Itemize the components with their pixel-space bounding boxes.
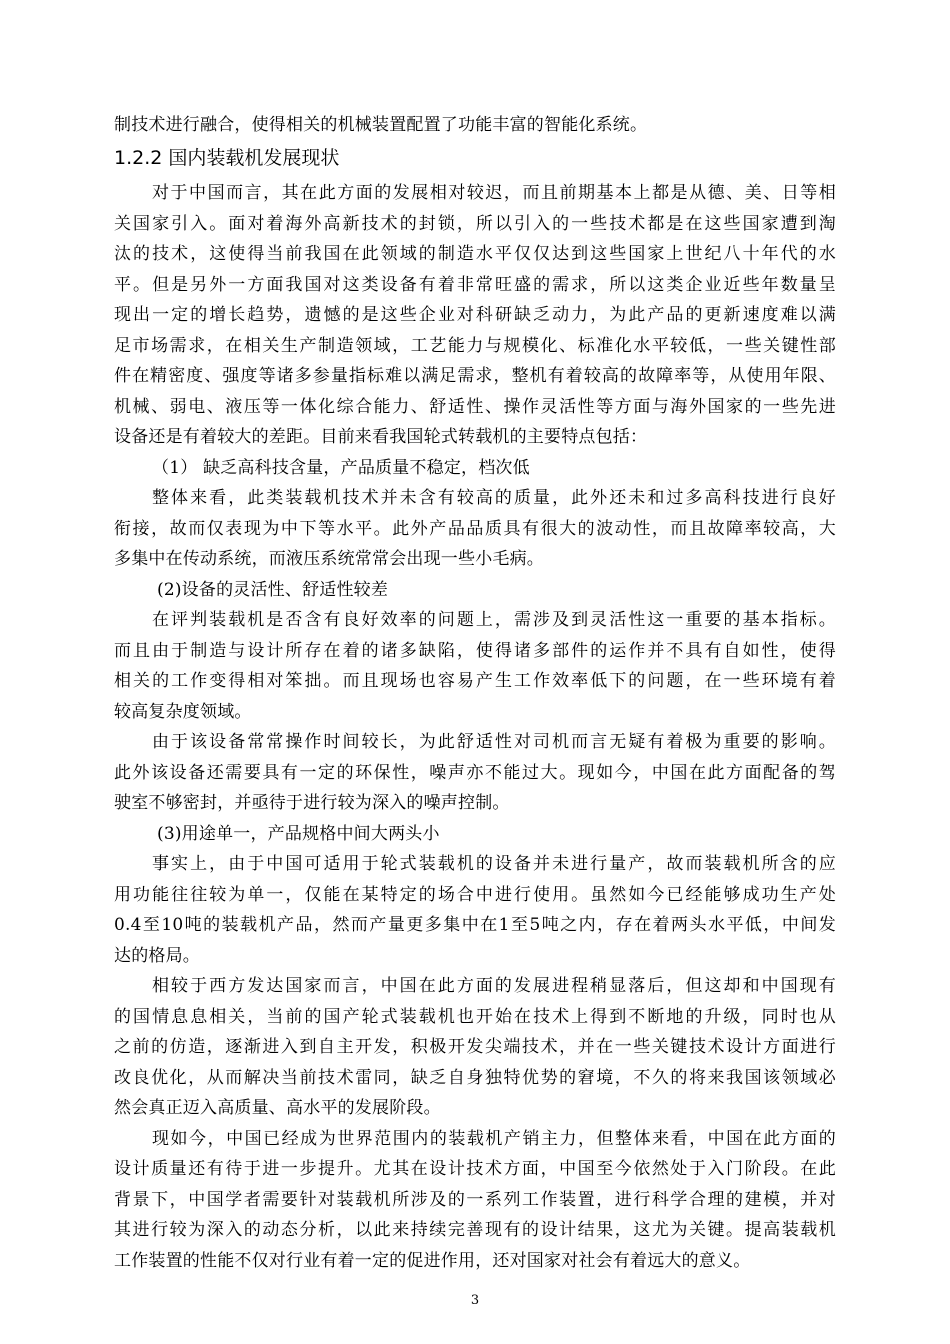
paragraph-line: 关国家引入。面对着海外高新技术的封锁，所以引入的一些技术都是在这些国家遭到淘 — [114, 214, 836, 234]
paragraph-line: 件在精密度、强度等诸多参量指标难以满足需求，整机有着较高的故障率等，从使用年限、 — [114, 366, 836, 386]
paragraph-line: 相较于西方发达国家而言，中国在此方面的发展进程稍显落后，但这却和中国现有 — [152, 976, 836, 996]
paragraph-line: 足市场需求，在相关生产制造领域，工艺能力与规模化、标准化水平较低，一些关键性部 — [114, 336, 836, 356]
paragraph-line: 衔接，故而仅表现为中下等水平。此外产品品质具有很大的波动性，而且故障率较高，大 — [114, 519, 836, 539]
list-item-heading: (2)设备的灵活性、舒适性较差 — [157, 580, 389, 600]
paragraph-line: 较高复杂度领域。 — [114, 702, 252, 722]
paragraph-line: 然会真正迈入高质量、高水平的发展阶段。 — [114, 1098, 441, 1118]
paragraph-line: 平。但是另外一方面我国对这类设备有着非常旺盛的需求，所以这类企业近些年数量呈 — [114, 275, 836, 295]
paragraph-line: 整体来看，此类装载机技术并未含有较高的质量，此外还未和过多高科技进行良好 — [152, 488, 836, 508]
paragraph-line: 设计质量还有待于进一步提升。尤其在设计技术方面，中国至今依然处于入门阶段。在此 — [114, 1159, 836, 1179]
paragraph-line: 改良优化，从而解决当前技术雷同，缺乏自身独特优势的窘境，不久的将来我国该领域必 — [114, 1068, 836, 1088]
paragraph-line: 的国情息息相关，当前的国产轮式装载机也开始在技术上得到不断地的升级，同时也从 — [114, 1007, 836, 1027]
paragraph-line: 工作装置的性能不仅对行业有着一定的促进作用，还对国家对社会有着远大的意义。 — [114, 1251, 751, 1271]
paragraph-line: 用功能往往较为单一，仅能在某特定的场合中进行使用。虽然如今已经能够成功生产处 — [114, 885, 836, 905]
paragraph-line: 而且由于制造与设计所存在着的诸多缺陷，使得诸多部件的运作并不具有自如性，使得 — [114, 641, 836, 661]
paragraph-line: 机械、弱电、液压等一体化综合能力、舒适性、操作灵活性等方面与海外国家的一些先进 — [114, 397, 836, 417]
paragraph-line: 设备还是有着较大的差距。目前来看我国轮式转载机的主要特点包括： — [114, 427, 648, 447]
section-heading: 1.2.2 国内装载机发展现状 — [114, 147, 340, 169]
paragraph-line: 现如今，中国已经成为世界范围内的装载机产销主力，但整体来看，中国在此方面的 — [152, 1129, 836, 1149]
paragraph-line: 在评判装载机是否含有良好效率的问题上，需涉及到灵活性这一重要的基本指标。 — [152, 610, 836, 630]
paragraph-line: 0.4至10吨的装载机产品，然而产量更多集中在1至5吨之内，存在着两头水平低，中间发 — [114, 915, 836, 935]
paragraph-line: 制技术进行融合，使得相关的机械装置配置了功能丰富的智能化系统。 — [114, 115, 648, 135]
paragraph-line: 相关的工作变得相对笨拙。而且现场也容易产生工作效率低下的问题，在一些环境有着 — [114, 671, 836, 691]
paragraph-line: 对于中国而言，其在此方面的发展相对较迟，而且前期基本上都是从德、美、日等相 — [152, 183, 836, 203]
paragraph-line: 多集中在传动系统，而液压系统常常会出现一些小毛病。 — [114, 549, 544, 569]
list-item-heading: (3)用途单一，产品规格中间大两头小 — [157, 824, 440, 844]
paragraph-line: 汰的技术，这使得当前我国在此领域的制造水平仅仅达到这些国家上世纪八十年代的水 — [114, 244, 836, 264]
paragraph-line: 此外该设备还需要具有一定的环保性，噪声亦不能过大。现如今，中国在此方面配备的驾 — [114, 763, 836, 783]
list-item-heading: （1） 缺乏高科技含量，产品质量不稳定，档次低 — [152, 458, 530, 478]
paragraph-line: 现出一定的增长趋势，遗憾的是这些企业对科研缺乏动力，为此产品的更新速度难以满 — [114, 305, 836, 325]
page-number: 3 — [470, 1293, 480, 1308]
paragraph-line: 由于该设备常常操作时间较长，为此舒适性对司机而言无疑有着极为重要的影响。 — [152, 732, 836, 752]
paragraph-line: 驶室不够密封，并亟待于进行较为深入的噪声控制。 — [114, 793, 510, 813]
paragraph-line: 其进行较为深入的动态分析，以此来持续完善现有的设计结果，这尤为关键。提高装载机 — [114, 1220, 836, 1240]
paragraph-line: 背景下，中国学者需要针对装载机所涉及的一系列工作装置，进行科学合理的建模，并对 — [114, 1190, 836, 1210]
paragraph-line: 达的格局。 — [114, 946, 200, 966]
paragraph-line: 之前的仿造，逐渐进入到自主开发，积极开发尖端技术，并在一些关键技术设计方面进行 — [114, 1037, 836, 1057]
paragraph-line: 事实上，由于中国可适用于轮式装载机的设备并未进行量产，故而装载机所含的应 — [152, 854, 836, 874]
